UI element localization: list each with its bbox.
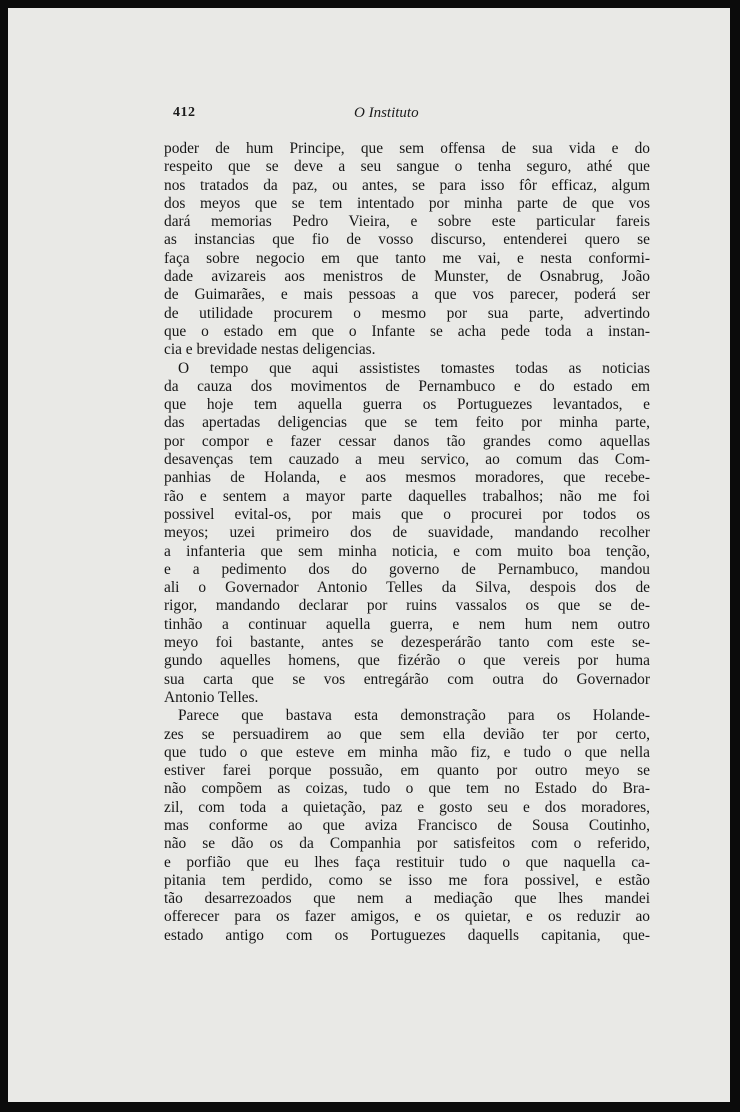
text-line: que tudo o que esteve em minha mão fiz, e tudo o que nella: [164, 743, 650, 761]
text-line: zil, com toda a quietação, paz e gosto seu e dos moradores,: [164, 798, 650, 816]
text-line: as instancias que fio de vosso discurso, entenderei quero se: [164, 231, 650, 249]
text-line: não se dão os da Companhia por satisfeitos com o referido,: [164, 835, 650, 853]
text-line: das apertadas deligencias que se tem feito por minha parte,: [164, 414, 650, 432]
text-line: pitania tem perdido, como se isso me fora possivel, e estão: [164, 871, 650, 889]
text-line: Antonio Telles.: [164, 688, 259, 706]
text-line: da cauza dos movimentos de Pernambuco e do estado em: [164, 377, 650, 395]
text-line: a infanteria que sem minha noticia, e com muito boa tenção,: [164, 542, 650, 560]
text-line: dos meyos que se tem intentado por minha parte de que vos: [164, 194, 650, 212]
text-line: que o estado em que o Infante se acha pede toda a instan-: [164, 322, 650, 340]
text-line: possivel evital-os, por mais que o procurei por todos os: [164, 505, 650, 523]
text-line: meyos; uzei primeiro dos de suavidade, mandando recolher: [164, 524, 650, 542]
text-line: ali o Governador Antonio Telles da Silva, despois dos de: [164, 579, 650, 597]
running-title: O Instituto: [354, 105, 419, 121]
text-line: cia e brevidade nestas deligencias.: [164, 341, 376, 359]
text-line: por compor e fazer cessar danos tão grandes como aquellas: [164, 432, 650, 450]
text-line: e porfião que eu lhes faça restituir tudo o que naquella ca-: [164, 853, 650, 871]
text-line: estado antigo com os Portuguezes daquells capitania, que-: [164, 926, 650, 944]
text-line: panhias de Holanda, e aos mesmos moradores, que recebe-: [164, 469, 650, 487]
text-line: dará memorias Pedro Vieira, e sobre este particular fareis: [164, 213, 650, 231]
text-line: de Guimarães, e mais pessoas a que vos parecer, poderá ser: [164, 286, 650, 304]
book-page: [8, 8, 730, 1102]
text-line: tão desarrezoados que nem a mediação que lhes mandei: [164, 890, 650, 908]
text-line: e a pedimento dos do governo de Pernambuco, mandou: [164, 560, 650, 578]
text-line: rão e sentem a mayor parte daquelles trabalhos; não me foi: [164, 487, 650, 505]
text-line: não compõem as coizas, tudo o que tem no Estado do Bra-: [164, 780, 650, 798]
text-line: tinhão a continuar aquella guerra, e nem hum nem outro: [164, 615, 650, 633]
text-line: nos tratados da paz, ou antes, se para isso fôr efficaz, algum: [164, 176, 650, 194]
page-header: [168, 105, 654, 125]
text-line: Parece que bastava esta demonstração para os Holande-: [178, 707, 650, 725]
text-line: offerecer para os fazer amigos, e os quietar, e os reduzir ao: [164, 908, 650, 926]
page-number: 412: [173, 105, 196, 120]
text-line: meyo foi bastante, antes se dezesperárão tanto com este se-: [164, 634, 650, 652]
text-line: faça sobre negocio em que tanto me vai, e nesta conformi-: [164, 249, 650, 267]
text-line: gundo aquelles homens, que fizérão o que vereis por huma: [164, 652, 650, 670]
text-line: que hoje tem aquella guerra os Portuguezes levantados, e: [164, 396, 650, 414]
body-text: [164, 140, 650, 945]
text-line: rigor, mandando declarar por ruins vassalos os que se de-: [164, 597, 650, 615]
text-line: respeito que se deve a seu sangue o tenha seguro, athé que: [164, 158, 650, 176]
text-line: dade avizareis aos menistros de Munster, de Osnabrug, João: [164, 268, 650, 286]
text-line: poder de hum Principe, que sem offensa de sua vida e do: [164, 140, 650, 157]
text-line: zes se persuadirem ao que sem ella devião ter por certo,: [164, 725, 650, 743]
text-line: de utilidade procurem o mesmo por sua parte, advertindo: [164, 304, 650, 322]
text-line: sua carta que se vos entregárão com outra do Governador: [164, 670, 650, 688]
text-line: O tempo que aqui assististes tomastes todas as noticias: [178, 359, 650, 377]
text-line: mas conforme ao que aviza Francisco de Sousa Coutinho,: [164, 816, 650, 834]
text-line: estiver farei porque possuão, em quanto por outro meyo se: [164, 762, 650, 780]
text-line: desavenças tem cauzado a meu servico, ao comum das Com-: [164, 451, 650, 469]
